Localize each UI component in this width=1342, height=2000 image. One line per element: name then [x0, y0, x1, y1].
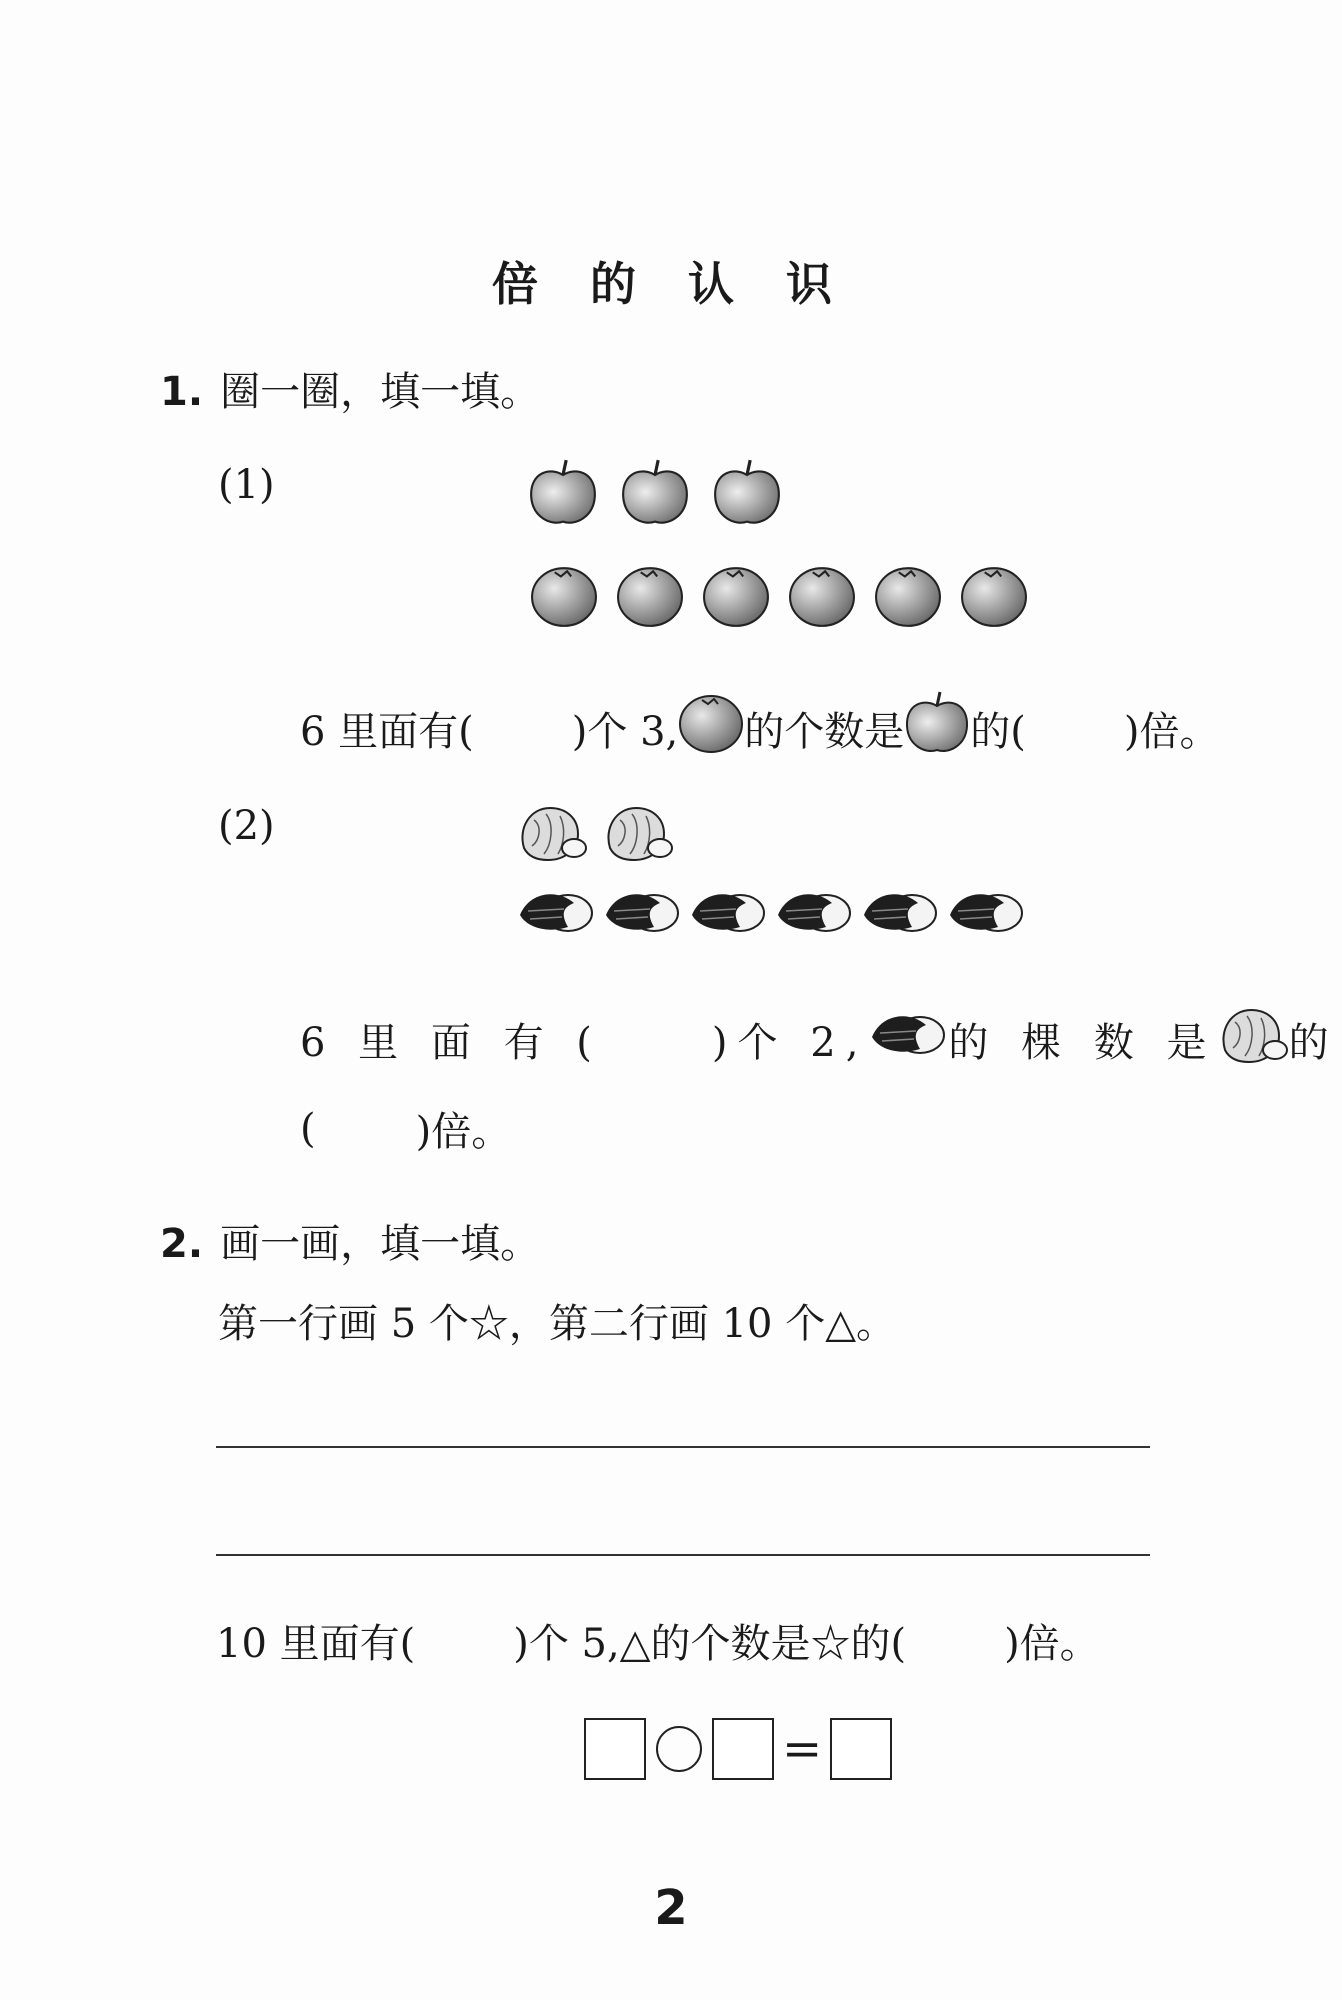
question-2-text-c: )倍。	[1004, 1621, 1100, 1667]
question-2-task: 第一行画 5 个☆，第二行画 10 个△。	[218, 1301, 896, 1347]
dark-cabbage-icon[interactable]	[774, 884, 854, 940]
question-2-text-b: )个 5,△的个数是☆的(	[513, 1621, 907, 1667]
apple-icon[interactable]	[712, 458, 782, 528]
question-2-number: 2.	[160, 1221, 204, 1267]
part-2-text-a: 6 里 面 有 (	[300, 1019, 602, 1066]
orange-icon[interactable]	[788, 564, 856, 628]
light-cabbage-icon[interactable]	[602, 800, 674, 864]
dark-cabbage-icon[interactable]	[860, 884, 940, 940]
part-2-label: (2)	[218, 803, 275, 849]
orange-icon[interactable]	[530, 564, 598, 628]
question-2-instruction: 画一画，填一填。	[220, 1221, 541, 1267]
part-2-text-e-close: )倍。	[415, 1109, 512, 1155]
question-2-text-a: 10 里面有(	[216, 1621, 416, 1667]
apple-icon[interactable]	[620, 458, 690, 528]
part-2-text-c: 的 棵 数 是	[948, 1019, 1217, 1066]
part-2-sentence-line-2	[300, 1100, 511, 1157]
drawing-line-1[interactable]	[216, 1446, 1150, 1448]
question-1-header	[160, 360, 540, 417]
equation-template	[584, 1718, 892, 1780]
part-1-label: (1)	[218, 462, 275, 508]
orange-icon[interactable]	[960, 564, 1028, 628]
equation-box-1[interactable]	[584, 1718, 646, 1780]
orange-icon	[678, 692, 744, 764]
dark-cabbage-row	[516, 884, 1026, 940]
question-1-number: 1.	[160, 369, 204, 415]
apples-row	[528, 458, 782, 528]
light-cabbage-row	[516, 800, 674, 864]
part-2-text-b: )个 2,	[711, 1019, 869, 1066]
oranges-row	[530, 564, 1028, 628]
operator-circle[interactable]	[656, 1726, 702, 1772]
orange-icon[interactable]	[616, 564, 684, 628]
part-1-text-d: 的(	[970, 708, 1026, 755]
question-1-instruction: 圈一圈，填一填。	[220, 369, 541, 415]
dark-cabbage-icon	[868, 1009, 948, 1069]
orange-icon[interactable]	[702, 564, 770, 628]
page-number: 2	[654, 1880, 688, 1936]
part-2-text-e-open: (	[300, 1105, 316, 1152]
orange-icon[interactable]	[874, 564, 942, 628]
equation-box-2[interactable]	[712, 1718, 774, 1780]
light-cabbage-icon	[1217, 1002, 1289, 1076]
page-title: 倍 的 认 识	[491, 257, 851, 311]
dark-cabbage-icon[interactable]	[946, 884, 1026, 940]
question-2-sentence	[216, 1612, 1100, 1669]
light-cabbage-icon[interactable]	[516, 800, 588, 864]
drawing-line-2[interactable]	[216, 1554, 1150, 1556]
dark-cabbage-icon[interactable]	[602, 884, 682, 940]
apple-icon	[904, 690, 970, 766]
part-1-sentence	[300, 690, 1219, 766]
part-1-text-c: 的个数是	[744, 708, 905, 755]
part-2-text-d: 的	[1288, 1019, 1339, 1066]
part-1-text-a: 6 里面有(	[300, 708, 474, 755]
question-2-header	[160, 1212, 540, 1269]
part-2-sentence	[300, 1002, 1339, 1076]
part-1-text-b: )个 3,	[571, 708, 679, 755]
equals-sign: =	[782, 1721, 823, 1777]
equation-box-result[interactable]	[830, 1718, 892, 1780]
dark-cabbage-icon[interactable]	[688, 884, 768, 940]
part-1-text-e: )倍。	[1123, 708, 1220, 755]
dark-cabbage-icon[interactable]	[516, 884, 596, 940]
apple-icon[interactable]	[528, 458, 598, 528]
